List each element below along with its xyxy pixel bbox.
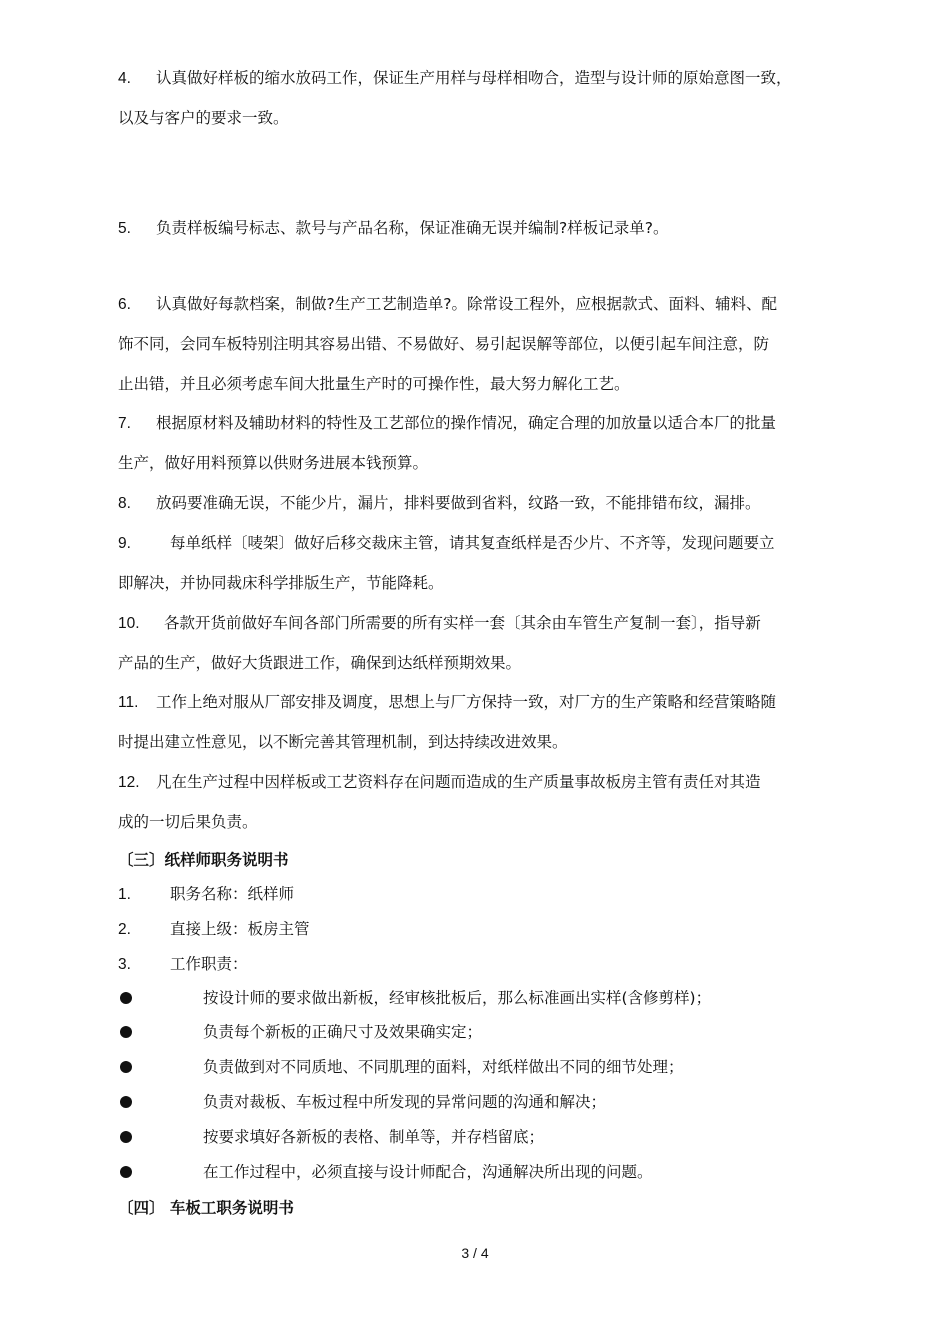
section-3-heading: 〔三〕纸样师职务说明书 (118, 851, 289, 869)
point-text: 工作职责： (170, 955, 248, 973)
bullet-dot-icon (120, 1096, 132, 1108)
item-4-line-1 (118, 68, 838, 89)
item-6-line-1 (118, 294, 838, 315)
item-7-line-2: 生产，做好用料预算以供财务进展本钱预算。 (118, 454, 429, 472)
page-number: 3 / 4 (461, 1245, 489, 1261)
item-number: 6. (118, 296, 131, 313)
point-number: 2. (118, 921, 131, 938)
item-number: 11. (118, 694, 139, 711)
item-number: 12. (118, 774, 140, 791)
item-10-line-1 (118, 613, 838, 634)
item-12-line-2: 成的一切后果负责。 (118, 813, 258, 831)
item-text: 根据原材料及辅助材料的特性及工艺部位的操作情况，确定合理的加放量以适合本厂的批量 (156, 414, 777, 432)
item-6-line-2: 饰不同，会同车板特别注明其容易出错、不易做好、易引起误解等部位，以便引起车间注意，防 (118, 335, 770, 353)
item-9-line-1 (118, 533, 838, 554)
bullet-dot-icon (120, 1026, 132, 1038)
item-11-line-1 (118, 692, 838, 713)
item-number: 8. (118, 495, 131, 512)
point-text: 职务名称：纸样师 (170, 885, 295, 903)
bullet-text-1: 按设计师的要求做出新板，经审核批板后，那么标准画出实样(含修剪样)； (203, 989, 712, 1007)
bullet-dot-icon (120, 992, 132, 1004)
item-10-line-2: 产品的生产，做好大货跟进工作，确保到达纸样预期效果。 (118, 654, 522, 672)
section-4-heading: 〔四〕 车板工职务说明书 (118, 1199, 294, 1217)
item-text: 凡在生产过程中因样板或工艺资料存在问题而造成的生产质量事故板房主管有责任对其造 (156, 773, 761, 791)
item-text: 放码要准确无误，不能少片，漏片，排料要做到省料，纹路一致，不能排错布纹，漏排。 (156, 494, 761, 512)
item-4-line-2: 以及与客户的要求一致。 (118, 109, 289, 127)
bullet-text-3: 负责做到对不同质地、不同肌理的面料，对纸样做出不同的细节处理； (203, 1058, 684, 1076)
item-number: 9. (118, 535, 131, 552)
point-number: 1. (118, 886, 131, 903)
bullet-dot-icon (120, 1131, 132, 1143)
point-text: 直接上级：板房主管 (170, 920, 310, 938)
item-5-line-1 (118, 218, 838, 239)
item-6-line-3: 止出错，并且必须考虑车间大批量生产时的可操作性，最大努力解化工艺。 (118, 375, 630, 393)
item-text: 各款开货前做好车间各部门所需要的所有实样一套〔其余由车管生产复制一套〕，指导新 (164, 614, 761, 632)
item-7-line-1 (118, 413, 838, 434)
item-number: 10. (118, 615, 140, 632)
section-3-point-2 (118, 919, 838, 940)
item-text: 认真做好样板的缩水放码工作，保证生产用样与母样相吻合，造型与设计师的原始意图一致， (156, 69, 792, 87)
bullet-dot-icon (120, 1166, 132, 1178)
bullet-text-2: 负责每个新板的正确尺寸及效果确实定； (203, 1023, 483, 1041)
item-text: 认真做好每款档案，制做?生产工艺制造单?。除常设工程外，应根据款式、面料、辅料、配 (156, 295, 777, 313)
item-12-line-1 (118, 772, 838, 793)
item-number: 4. (118, 70, 131, 87)
point-number: 3. (118, 956, 131, 973)
item-text: 每单纸样〔唛架〕做好后移交裁床主管，请其复查纸样是否少片、不齐等，发现问题要立 (170, 534, 775, 552)
section-3-point-3 (118, 954, 838, 975)
bullet-text-6: 在工作过程中，必须直接与设计师配合，沟通解决所出现的问题。 (203, 1163, 653, 1181)
item-11-line-2: 时提出建立性意见，以不断完善其管理机制，到达持续改进效果。 (118, 733, 568, 751)
bullet-text-4: 负责对裁板、车板过程中所发现的异常问题的沟通和解决； (203, 1093, 607, 1111)
item-number: 5. (118, 220, 131, 237)
item-8-line-1 (118, 493, 838, 514)
item-text: 负责样板编号标志、款号与产品名称，保证准确无误并编制?样板记录单?。 (156, 219, 669, 237)
bullet-text-5: 按要求填好各新板的表格、制单等，并存档留底； (203, 1128, 545, 1146)
bullet-dot-icon (120, 1061, 132, 1073)
item-9-line-2: 即解决，并协同裁床科学排版生产，节能降耗。 (118, 574, 444, 592)
item-number: 7. (118, 415, 131, 432)
item-text: 工作上绝对服从厂部安排及调度，思想上与厂方保持一致，对厂方的生产策略和经营策略随 (156, 693, 777, 711)
section-3-point-1 (118, 884, 838, 905)
